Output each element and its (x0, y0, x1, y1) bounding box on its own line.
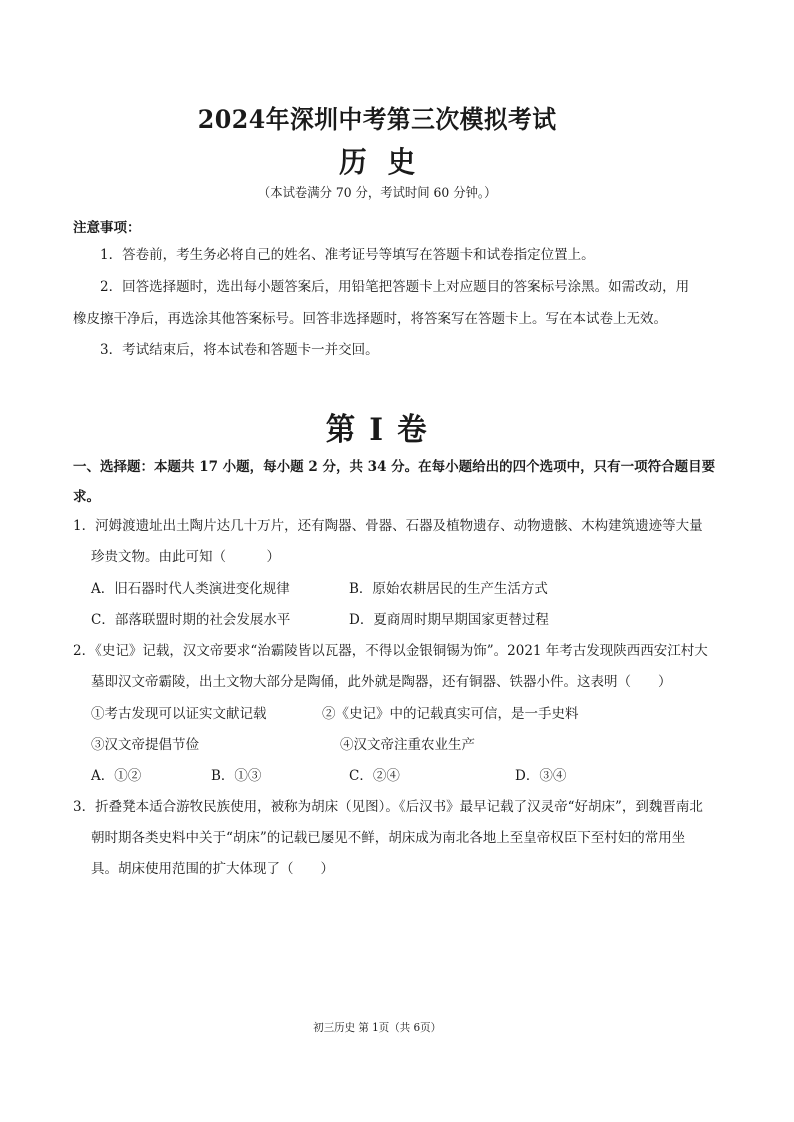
notice-item-3: 3．考试结束后，将本试卷和答题卡一并交回。 (100, 342, 379, 358)
question-2-statement-1: ①考古发现可以证实文献记载 (91, 706, 267, 722)
part-title: 第 I 卷 (325, 412, 429, 448)
page-footer: 初三历史 第 1页（共 6页） (313, 1021, 442, 1034)
question-2-statement-3: ③汉文帝提倡节俭 (91, 737, 199, 753)
section-instructions: 一、选择题：本题共 17 小题，每小题 2 分，共 34 分。在每小题给出的四个选项中，只有一项符合题目要 (73, 459, 716, 475)
question-1-option-a: A．旧石器时代人类演进变化规律 (91, 581, 290, 597)
section-instructions-cont: 求。 (73, 489, 100, 505)
question-3-stem-cont: 朝时期各类史料中关于“胡床”的记载已屡见不鲜，胡床成为南北各地上至皇帝权臣下至村妇的常用坐 (91, 830, 686, 846)
notice-item-2-cont: 橡皮擦干净后，再选涂其他答案标号。回答非选择题时，将答案写在答题卡上。写在本试卷上无效。 (73, 311, 667, 327)
notice-item-1: 1．答卷前，考生务必将自己的姓名、准考证号等填写在答题卡和试卷指定位置上。 (100, 247, 595, 263)
question-1-option-b: B．原始农耕居民的生产生活方式 (349, 581, 548, 597)
exam-note: （本试卷满分 70 分，考试时间 60 分钟。） (257, 186, 497, 201)
question-1-option-d: D．夏商周时期早期国家更替过程 (349, 612, 549, 628)
question-1-option-c: C．部落联盟时期的社会发展水平 (91, 612, 291, 628)
question-2-statement-2: ②《史记》中的记载真实可信，是一手史料 (322, 706, 579, 722)
question-2-statement-4: ④汉文帝注重农业生产 (340, 737, 475, 753)
question-3-stem: 3．折叠凳本适合游牧民族使用，被称为胡床（见图）。《后汉书》最早记载了汉灵帝“好胡床”，到魏晋南北 (73, 799, 703, 815)
question-3-stem-cont-2: 具。胡床使用范围的扩大体现了（ ） (91, 861, 334, 877)
notice-item-2: 2．回答选择题时，选出每小题答案后，用铅笔把答题卡上对应题目的答案标号涂黑。如需改动，用 (100, 279, 690, 295)
question-2-stem: 2．《史记》记载，汉文帝要求“治霸陵皆以瓦器，不得以金银铜锡为饰”。2021 年考古发现陕西西安江村大 (73, 643, 708, 659)
subject-title: 历史 (339, 145, 437, 179)
question-1-stem-cont: 珍贵文物。由此可知（ ） (91, 549, 280, 565)
question-1-stem: 1．河姆渡遗址出土陶片达几十万片，还有陶器、骨器、石器及植物遗存、动物遗骸、木构建筑遗迹等大量 (73, 518, 703, 534)
notice-title: 注意事项： (73, 220, 141, 236)
question-2-option-b: B．①③ (211, 768, 262, 784)
question-2-option-c: C．②④ (349, 768, 400, 784)
exam-title: 2024年深圳中考第三次模拟考试 (197, 105, 557, 134)
question-2-stem-cont: 墓即汉文帝霸陵，出土文物大部分是陶俑，此外就是陶器，还有铜器、铁器小件。这表明（ ） (91, 674, 672, 690)
question-2-option-a: A．①② (91, 768, 142, 784)
question-2-option-d: D．③④ (515, 768, 567, 784)
